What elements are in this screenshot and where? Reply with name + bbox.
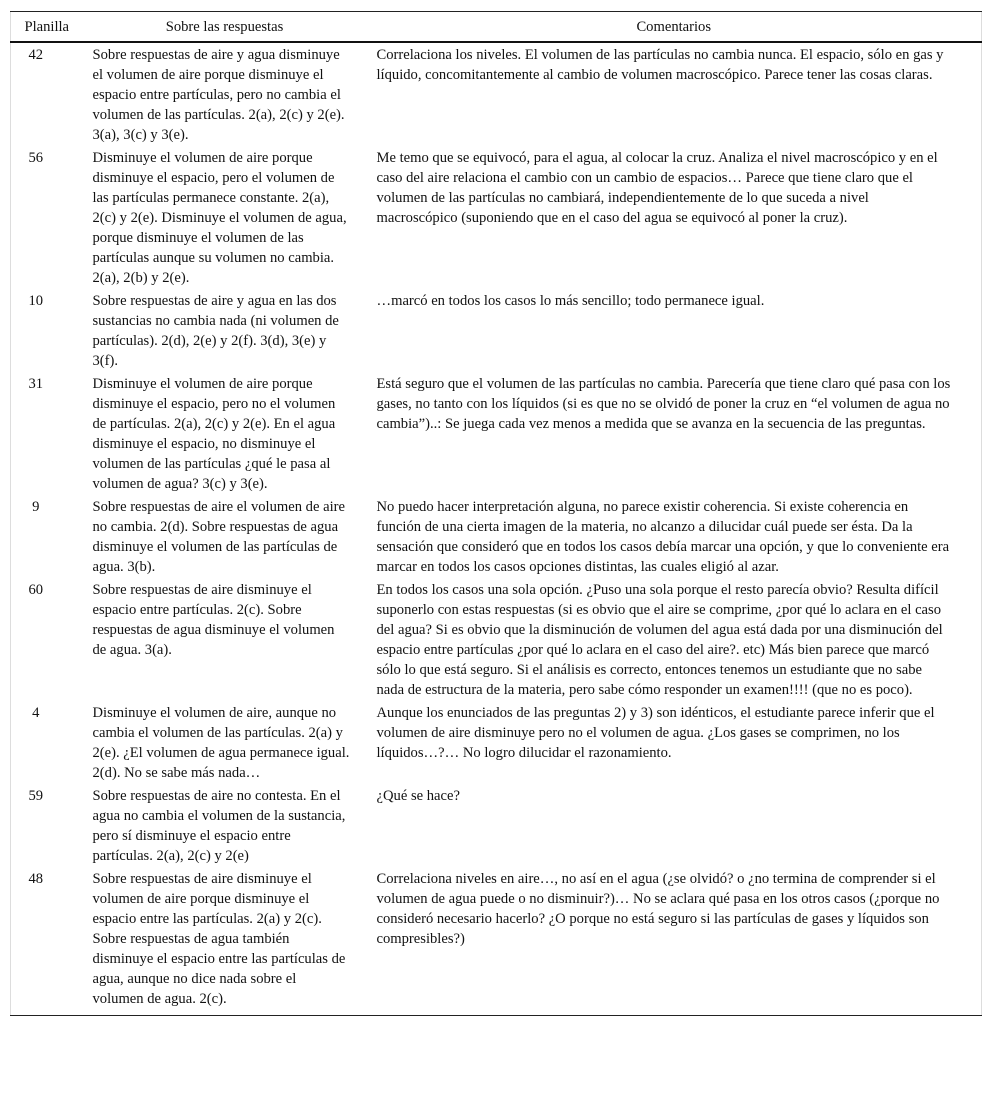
table-row — [11, 289, 982, 372]
planilla-cell: 10 — [28, 293, 44, 309]
table-row — [11, 372, 982, 495]
table-row — [11, 495, 982, 578]
header-planilla: Planilla — [11, 12, 83, 43]
comentarios-cell: ¿Qué se hace? — [376, 788, 460, 804]
respuestas-cell: Disminuye el volumen de aire porque disminuye el espacio, pero el volumen de las partículas permanece constante. 2(a), 2(c) y 2(e). Disminuye el volumen de agua, porque disminuye el volumen de las partículas aunque su volumen no cambia. 2(a), 2(b) y 2(e). — [92, 150, 347, 286]
comentarios-cell: Correlaciona los niveles. El volumen de las partículas no cambia nunca. El espacio, sólo en gas y líquido, concomitantemente al cambio de volumen macroscópico. Parece tener las cosas claras. — [376, 47, 944, 83]
header-respuestas: Sobre las respuestas — [83, 12, 367, 43]
table-row — [11, 578, 982, 701]
comentarios-cell: Aunque los enunciados de las preguntas 2) y 3) son idénticos, el estudiante parece inferir que el volumen de aire disminuye pero no el volumen de agua. ¿Los gases se comprimen, no los líquidos…?… No logro dilucidar el razonamiento. — [376, 705, 935, 761]
comentarios-cell: Correlaciona niveles en aire…, no así en el agua (¿se olvidó? o ¿no termina de comprender si el volumen de agua puede o no disminuir?)… No se aclara qué pasa en los otros casos (¿porque no consideró necesario hacerlo? ¿O porque no está seguro si las partículas de gases y líquidos son compresibles?) — [367, 867, 982, 1016]
comments-table — [10, 11, 982, 1016]
respuestas-cell: Disminuye el volumen de aire porque disminuye el espacio, pero no el volumen de partículas. 2(a), 2(c) y 2(e). En el agua disminuye el espacio, no disminuye el volumen de las partículas ¿qué le pasa al volumen de agua? 3(c) y 3(e). — [92, 376, 336, 492]
planilla-cell: 48 — [11, 867, 83, 1016]
respuestas-cell: Sobre respuestas de aire el volumen de aire no cambia. 2(d). Sobre respuestas de agua disminuye el volumen de las partículas de agua. 3(b). — [92, 499, 345, 575]
respuestas-cell: Sobre respuestas de aire no contesta. En el agua no cambia el volumen de la sustancia, pero sí disminuye el espacio entre partículas. 2(a), 2(c) y 2(e) — [92, 788, 346, 864]
comentarios-cell: No puedo hacer interpretación alguna, no parece existir coherencia. Si existe coherencia en función de una cierta imagen de la materia, no alcanzo a dilucidar cuál puede ser ésta. Da la sensación que consideró que en todos los casos debía marcar una opción, y que lo conveniente era marcar en todos los casos opciones distintas, las cuales eligió al azar. — [376, 499, 950, 575]
table-row — [11, 867, 982, 1016]
table-row — [11, 42, 982, 146]
respuestas-cell: Disminuye el volumen de aire, aunque no cambia el volumen de las partículas. 2(a) y 2(e). ¿El volumen de agua permanece igual. 2(d). No se sabe más nada… — [92, 705, 350, 781]
comentarios-cell: En todos los casos una sola opción. ¿Puso una sola porque el resto parecía obvio? Resulta difícil suponerlo con estas respuestas (si es obvio que el aire se comprime, ¿por qué lo aclara en el caso del agua? Si es obvio que la disminución de volumen del agua está dada por una disminución del espacio entre partículas ¿por qué lo aclara en el caso del aire?. etc) Más bien parece que marcó sólo lo que está seguro. Si el análisis es correcto, entonces tenemos un estudiante que no sabe nada de estructura de la materia, pero sabe cómo responder un examen!!!! (que no es poco). — [376, 582, 943, 698]
comentarios-cell: Está seguro que el volumen de las partículas no cambia. Parecería que tiene claro qué pasa con los gases, no tanto con los líquidos (si es que no se olvidó de poner la cruz en “el volumen de agua no cambia”)..: Se juega cada vez menos a medida que se avanza en la secuencia de las preguntas. — [376, 376, 951, 432]
table-body — [11, 42, 982, 1016]
table-row — [11, 146, 982, 289]
header-comentarios: Comentarios — [367, 12, 982, 43]
planilla-cell: 31 — [28, 376, 44, 392]
respuestas-cell: Sobre respuestas de aire disminuye el volumen de aire porque disminuye el espacio entre las partículas. 2(a) y 2(c). Sobre respuestas de agua también disminuye el espacio entre las partículas de agua, aunque no dice nada sobre el volumen de agua. 2(c). — [83, 867, 367, 1016]
respuestas-cell: Sobre respuestas de aire disminuye el espacio entre partículas. 2(c). Sobre respuestas de agua disminuye el volumen de agua. 3(a). — [92, 582, 335, 658]
planilla-cell: 59 — [28, 788, 44, 804]
planilla-cell: 9 — [32, 499, 40, 515]
table-header — [11, 12, 982, 43]
planilla-cell: 56 — [28, 150, 44, 166]
planilla-cell: 60 — [28, 582, 44, 598]
table-row — [11, 701, 982, 784]
respuestas-cell: Sobre respuestas de aire y agua en las dos sustancias no cambia nada (ni volumen de partículas). 2(d), 2(e) y 2(f). 3(d), 3(e) y 3(f). — [92, 293, 339, 369]
table-row — [11, 784, 982, 867]
comentarios-cell: Me temo que se equivocó, para el agua, al colocar la cruz. Analiza el nivel macroscópico y en el caso del aire relaciona el cambio con un cambio de espacios… Parece que tiene claro que el volumen de las partículas no cambiará, independientemente de lo que suceda a nivel macroscópico (suponiendo que en el caso del agua se equivocó al poner la cruz). — [376, 150, 938, 226]
planilla-cell: 4 — [32, 705, 40, 721]
comentarios-cell: …marcó en todos los casos lo más sencillo; todo permanece igual. — [376, 293, 765, 309]
respuestas-cell: Sobre respuestas de aire y agua disminuye el volumen de aire porque disminuye el espacio entre partículas, pero no cambia el volumen de las partículas. 2(a), 2(c) y 2(e). 3(a), 3(c) y 3(e). — [92, 47, 345, 143]
planilla-cell: 42 — [28, 47, 44, 63]
